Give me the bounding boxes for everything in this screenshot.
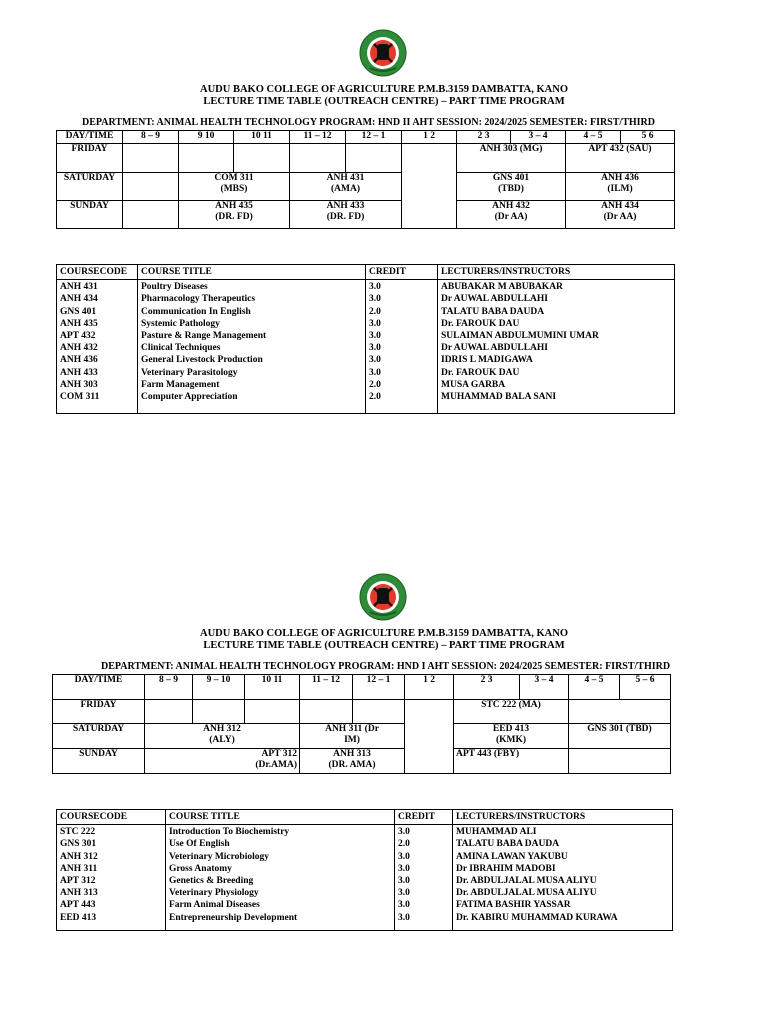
course-lecturers [453, 825, 673, 931]
empty-slot [569, 749, 671, 774]
empty-slot [290, 144, 346, 173]
slot-cell [290, 173, 402, 201]
header-cell: 1 2 [402, 131, 457, 144]
course-code: GNS 401 [492, 173, 530, 183]
lecturer-code: (ALY) [209, 735, 235, 745]
course-code: ANH 434 [601, 201, 639, 211]
course-list-hnd1 [56, 809, 673, 931]
header-cell: 3 – 4 [511, 131, 566, 144]
course-lecturers [438, 280, 675, 414]
header-cell: 9 – 10 [193, 675, 245, 700]
header-cell: 4 – 5 [569, 675, 620, 700]
empty-slot [193, 700, 245, 724]
course-list-item: AMINA LAWAN YAKUBU [456, 851, 568, 862]
day-cell: SUNDAY [57, 201, 123, 229]
break-column [402, 144, 457, 229]
timetable-row-saturday [57, 173, 675, 201]
timetable-row-sunday [57, 201, 675, 229]
header-cell: 5 – 6 [620, 675, 671, 700]
course-code: ANH 313 [333, 749, 371, 759]
course-list-item: 2.0 [369, 379, 381, 390]
course-list-item: Genetics & Breeding [169, 876, 254, 887]
course-list-item: Clinical Techniques [141, 343, 221, 354]
slot-cell: APT 432 (SAU) [566, 144, 675, 173]
course-code: ANH 435 [215, 201, 253, 211]
lecturer-code: (DR. FD) [215, 212, 253, 222]
lecturer-code: (Dr AA) [494, 212, 528, 222]
slot-cell: ANH 303 (MG) [457, 144, 566, 173]
slot-cell [290, 201, 402, 229]
lecturer-code: (Dr.AMA) [255, 760, 297, 770]
header-cell: LECTURERS/INSTRUCTORS [453, 810, 673, 825]
day-cell: FRIDAY [53, 700, 145, 724]
course-list-item: Computer Appreciation [141, 392, 238, 403]
course-list-item: Gross Anatomy [169, 863, 232, 874]
empty-slot [234, 144, 290, 173]
header-cell: DAY/TIME [57, 131, 123, 144]
day-cell: SUNDAY [53, 749, 145, 774]
course-list-item: FATIMA BASHIR YASSAR [456, 900, 571, 911]
course-list-item: 3.0 [398, 912, 410, 923]
slot-cell [179, 173, 290, 201]
lecturer-code: (DR. AMA) [328, 760, 376, 770]
timetable-subtitle: LECTURE TIME TABLE (OUTREACH CENTRE) – PART TIME PROGRAM [203, 96, 565, 107]
course-list-item: ANH 312 [60, 851, 98, 862]
course-credits [366, 280, 438, 414]
course-code: ANH 436 [601, 173, 639, 183]
header-cell: COURSECODE [57, 265, 138, 280]
course-list-item: 3.0 [369, 294, 381, 305]
slot-cell: STC 222 (MA) [454, 700, 569, 724]
header-cell: 8 – 9 [123, 131, 179, 144]
course-list-item: Dr. FAROUK DAU [441, 318, 520, 329]
course-code: ANH 431 [326, 173, 365, 183]
day-cell: SATURDAY [57, 173, 123, 201]
course-list-item: STC 222 [60, 827, 96, 838]
header-cell: 1 2 [405, 675, 454, 700]
header-cell: CREDIT [395, 810, 453, 825]
course-list-item: ANH 303 [60, 379, 98, 390]
course-list-item: 3.0 [369, 331, 381, 342]
course-list-item: Dr. ABDULJALAL MUSA ALIYU [456, 888, 597, 899]
slot-cell [300, 749, 405, 774]
header-cell: 11 – 12 [300, 675, 353, 700]
course-list-item: General Livestock Production [141, 355, 263, 366]
course-list-item: ANH 313 [60, 888, 98, 899]
course-list-item: MUHAMMAD ALI [456, 827, 537, 838]
course-list-item: Dr. FAROUK DAU [441, 367, 520, 378]
timetable-row-friday [53, 700, 671, 724]
course-list-body [57, 825, 673, 931]
empty-slot [245, 700, 300, 724]
course-list-item: Dr AUWAL ABDULLAHI [441, 294, 548, 305]
empty-slot [569, 700, 671, 724]
course-list-item: Veterinary Physiology [169, 888, 259, 899]
lecturer-code: IM) [344, 735, 360, 745]
college-crest-icon [358, 28, 408, 78]
slot-cell: GNS 301 (TBD) [569, 724, 671, 749]
empty-slot [346, 144, 402, 173]
college-name: AUDU BAKO COLLEGE OF AGRICULTURE P.M.B.3159 DAMBATTA, KANO [199, 84, 569, 95]
course-codes [57, 825, 166, 931]
header-cell: 3 – 4 [520, 675, 569, 700]
course-list-item: ANH 433 [60, 367, 98, 378]
course-list-item: Dr AUWAL ABDULLAHI [441, 343, 548, 354]
course-code: ANH 433 [326, 201, 365, 211]
course-list-item: APT 443 [60, 900, 96, 911]
course-list-item: Use Of English [169, 839, 230, 850]
empty-slot [123, 173, 179, 201]
header-cell: COURSE TITLE [166, 810, 395, 825]
header-cell: 11 – 12 [290, 131, 346, 144]
course-titles [138, 280, 366, 414]
timetable-row-saturday [53, 724, 671, 749]
header-cell: COURSE TITLE [138, 265, 366, 280]
course-list-item: Systemic Pathology [141, 318, 220, 329]
college-crest-icon [358, 572, 408, 622]
lecturer-code: (ILM) [607, 184, 633, 194]
course-list-item: 3.0 [369, 367, 381, 378]
lecturer-code: (KMK) [495, 735, 527, 745]
header-cell: 8 – 9 [145, 675, 193, 700]
header-cell: 2 3 [454, 675, 520, 700]
course-list-item: GNS 401 [60, 306, 97, 317]
course-list-item: 3.0 [398, 827, 410, 838]
course-list-item: Communication In English [141, 306, 251, 317]
course-list-item: Dr. ABDULJALAL MUSA ALIYU [456, 876, 597, 887]
course-credits [395, 825, 453, 931]
course-list-item: Pharmacology Therapeutics [141, 294, 256, 305]
lecturer-code: (AMA) [330, 184, 360, 194]
department-line: DEPARTMENT: ANIMAL HEALTH TECHNOLOGY PROGRAM: HND I AHT SESSION: 2024/2025 SEMESTER: FIRST/THIRD [101, 661, 671, 672]
course-list-item: 3.0 [398, 900, 410, 911]
course-list-item: 3.0 [398, 851, 410, 862]
course-list-item: ANH 434 [60, 294, 98, 305]
course-list-item: IDRIS L MADIGAWA [441, 355, 533, 366]
course-list-item: Introduction To Biochemistry [169, 827, 290, 838]
header-cell: 10 11 [245, 675, 300, 700]
course-list-header [57, 265, 675, 280]
empty-slot [300, 700, 353, 724]
course-list-item: 3.0 [398, 863, 410, 874]
timetable-row-sunday [53, 749, 671, 774]
slot-cell [457, 201, 566, 229]
course-list-item: ANH 436 [60, 355, 98, 366]
course-list-item: EED 413 [60, 912, 97, 923]
course-code: ANH 311 (Dr [325, 724, 379, 734]
header-cell: 10 11 [234, 131, 290, 144]
course-list-item: TALATU BABA DAUDA [441, 306, 545, 317]
course-list-item: GNS 301 [60, 839, 97, 850]
slot-cell [454, 724, 569, 749]
course-list-body [57, 280, 675, 414]
empty-slot [145, 700, 193, 724]
timetable-subtitle: LECTURE TIME TABLE (OUTREACH CENTRE) – PART TIME PROGRAM [203, 640, 565, 651]
course-list-item: Dr. KABIRU MUHAMMAD KURAWA [456, 912, 618, 923]
slot-cell: APT 443 (FBY) [454, 749, 569, 774]
course-list-item: Veterinary Microbiology [169, 851, 269, 862]
course-list-item: 3.0 [369, 318, 381, 329]
college-name: AUDU BAKO COLLEGE OF AGRICULTURE P.M.B.3159 DAMBATTA, KANO [199, 628, 569, 639]
course-list-item: ANH 435 [60, 318, 98, 329]
slot-cell [300, 724, 405, 749]
slot-cell [145, 724, 300, 749]
header-cell: LECTURERS/INSTRUCTORS [438, 265, 675, 280]
break-column [405, 700, 454, 774]
course-titles [166, 825, 395, 931]
lecturer-code: (DR. FD) [326, 212, 365, 222]
lecturer-code: (MBS) [220, 184, 248, 194]
timetable-row-friday [57, 144, 675, 173]
empty-slot [353, 700, 405, 724]
course-list-item: 3.0 [369, 355, 381, 366]
course-list-item: Farm Animal Diseases [169, 900, 260, 911]
course-codes [57, 280, 138, 414]
course-list-item: 3.0 [369, 343, 381, 354]
timetable-hnd1 [52, 674, 671, 774]
course-list-item: Poultry Diseases [141, 282, 208, 293]
course-list-item: Dr IBRAHIM MADOBI [456, 863, 556, 874]
header-cell: CREDIT [366, 265, 438, 280]
course-list-item: ANH 431 [60, 282, 98, 293]
timetable-header-row [53, 675, 671, 700]
course-list-item: APT 432 [60, 331, 96, 342]
header-cell: 12 – 1 [353, 675, 405, 700]
empty-slot [123, 201, 179, 229]
course-list-item: Pasture & Range Management [141, 331, 267, 342]
course-list-header [57, 810, 673, 825]
course-code: ANH 312 [203, 724, 241, 734]
course-code: EED 413 [492, 724, 530, 734]
course-list-item: 2.0 [369, 306, 381, 317]
empty-slot [123, 144, 179, 173]
course-list-item: ANH 311 [60, 863, 98, 874]
header-cell: 4 – 5 [566, 131, 621, 144]
empty-slot [179, 144, 234, 173]
slot-cell [179, 201, 290, 229]
course-list-item: SULAIMAN ABDULMUMINI UMAR [441, 331, 599, 342]
course-list-item: COM 311 [60, 392, 100, 403]
department-line: DEPARTMENT: ANIMAL HEALTH TECHNOLOGY PROGRAM: HND II AHT SESSION: 2024/2025 SEMESTER: FIRST/THIRD [82, 117, 655, 128]
header-cell: 2 3 [457, 131, 511, 144]
course-list-item: ANH 432 [60, 343, 98, 354]
timetable-hnd2 [56, 130, 675, 229]
lecturer-code: (TBD) [498, 184, 524, 194]
header-cell: 12 – 1 [346, 131, 402, 144]
course-list-item: ABUBAKAR M ABUBAKAR [441, 282, 563, 293]
slot-cell [566, 173, 675, 201]
course-list-item: MUHAMMAD BALA SANI [441, 392, 557, 403]
course-list-item: Veterinary Parasitology [141, 367, 238, 378]
course-code: ANH 432 [492, 201, 530, 211]
lecturer-code: (Dr AA) [603, 212, 637, 222]
course-list-item: 3.0 [398, 888, 410, 899]
course-list-item: 3.0 [398, 876, 410, 887]
timetable-header-row [57, 131, 675, 144]
course-code: APT 312 [261, 749, 297, 759]
header-cell: 9 10 [179, 131, 234, 144]
course-code: COM 311 [214, 173, 254, 183]
day-cell: SATURDAY [53, 724, 145, 749]
course-list-item: Farm Management [141, 379, 220, 390]
slot-cell [566, 201, 675, 229]
course-list-item: APT 312 [60, 876, 96, 887]
course-list-item: 2.0 [369, 392, 381, 403]
header-cell: 5 6 [621, 131, 675, 144]
course-list-item: 2.0 [398, 839, 410, 850]
slot-cell [145, 749, 300, 774]
course-list-item: Entrepreneurship Development [169, 912, 298, 923]
course-list-item: TALATU BABA DAUDA [456, 839, 560, 850]
course-list-hnd2 [56, 264, 675, 414]
header-cell: DAY/TIME [53, 675, 145, 700]
slot-cell [457, 173, 566, 201]
day-cell: FRIDAY [57, 144, 123, 173]
course-list-item: MUSA GARBA [441, 379, 506, 390]
course-list-item: 3.0 [369, 282, 381, 293]
header-cell: COURSECODE [57, 810, 166, 825]
